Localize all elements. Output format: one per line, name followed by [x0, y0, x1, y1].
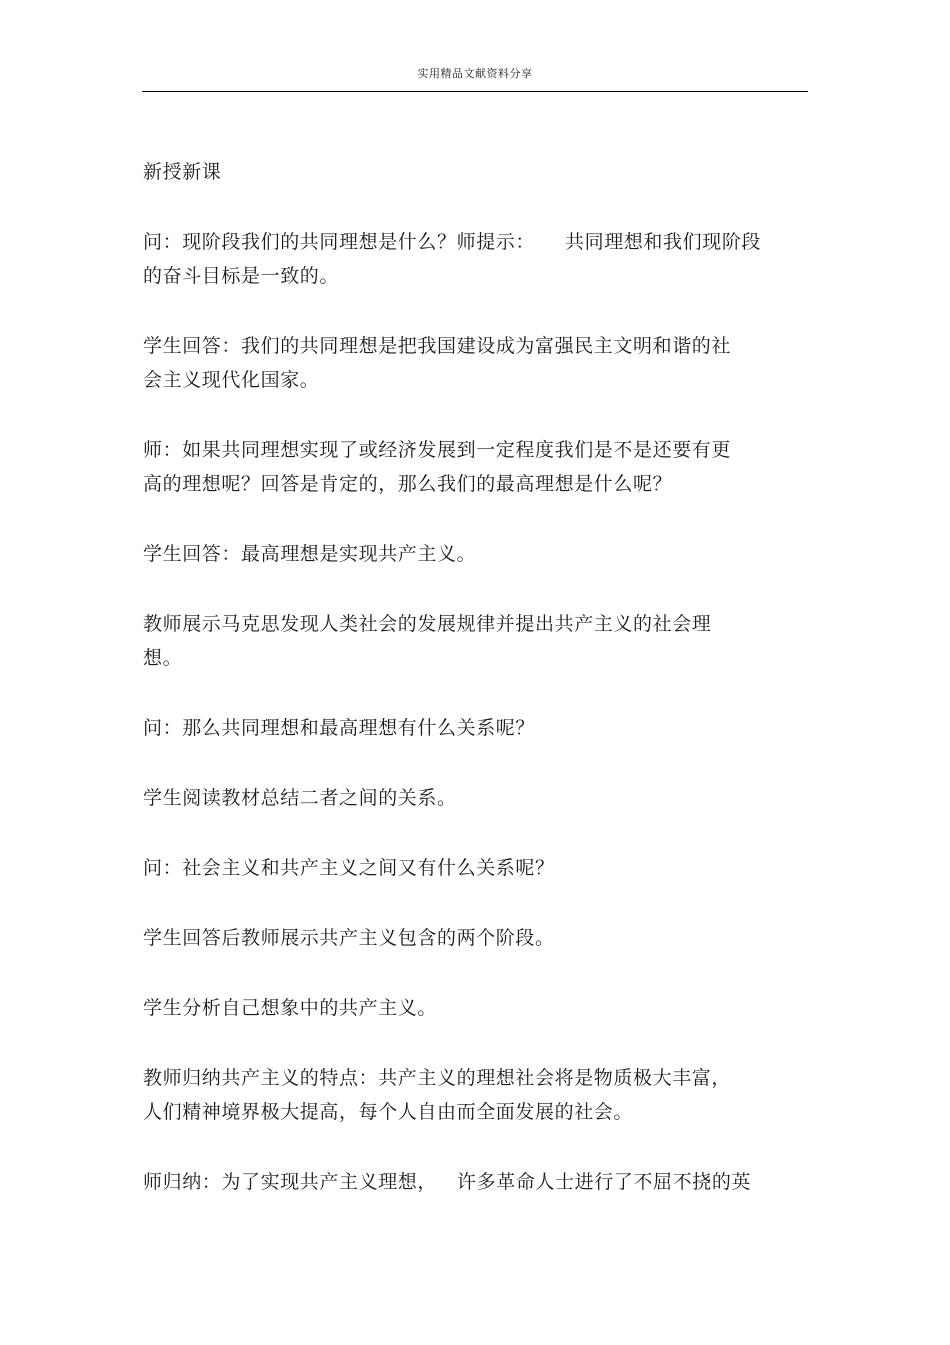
page-header: [142, 0, 808, 93]
paragraph-5: 教师展示马克思发现人类社会的发展规律并提出共产主义的社会理 想。: [143, 613, 712, 669]
paragraph-10: 学生分析自己想象中的共产主义。: [143, 997, 438, 1019]
paragraph-12: 师归纳：为了实现共产主义理想， 许多革命人士进行了不屈不挠的英: [143, 1171, 752, 1193]
paragraph-6: 问：那么共同理想和最高理想有什么关系呢？: [143, 717, 536, 739]
header-rule: [142, 91, 808, 92]
paragraph-4: 学生回答：最高理想是实现共产主义。: [143, 543, 477, 565]
paragraph-7: 学生阅读教材总结二者之间的关系。: [143, 787, 457, 809]
paragraph-2: 学生回答：我们的共同理想是把我国建设成为富强民主文明和谐的社 会主义现代化国家。: [143, 335, 732, 391]
document-body: [143, 155, 809, 1235]
section-heading: 新授新课: [143, 161, 222, 183]
header-title: 实用精品文献资料分享: [417, 67, 533, 80]
paragraph-1: 问：现阶段我们的共同理想是什么？师提示： 共同理想和我们现阶段 的奋斗目标是一致的。: [143, 231, 762, 287]
paragraph-8: 问：社会主义和共产主义之间又有什么关系呢？: [143, 857, 555, 879]
paragraph-3: 师：如果共同理想实现了或经济发展到一定程度我们是不是还要有更 高的理想呢？回答是肯定的，那么我们的最高理想是什么呢？: [143, 439, 732, 495]
paragraph-9: 学生回答后教师展示共产主义包含的两个阶段。: [143, 927, 555, 949]
paragraph-11: 教师归纳共产主义的特点：共产主义的理想社会将是物质极大丰富， 人们精神境界极大提高，每个人自由而全面发展的社会。: [143, 1067, 732, 1123]
